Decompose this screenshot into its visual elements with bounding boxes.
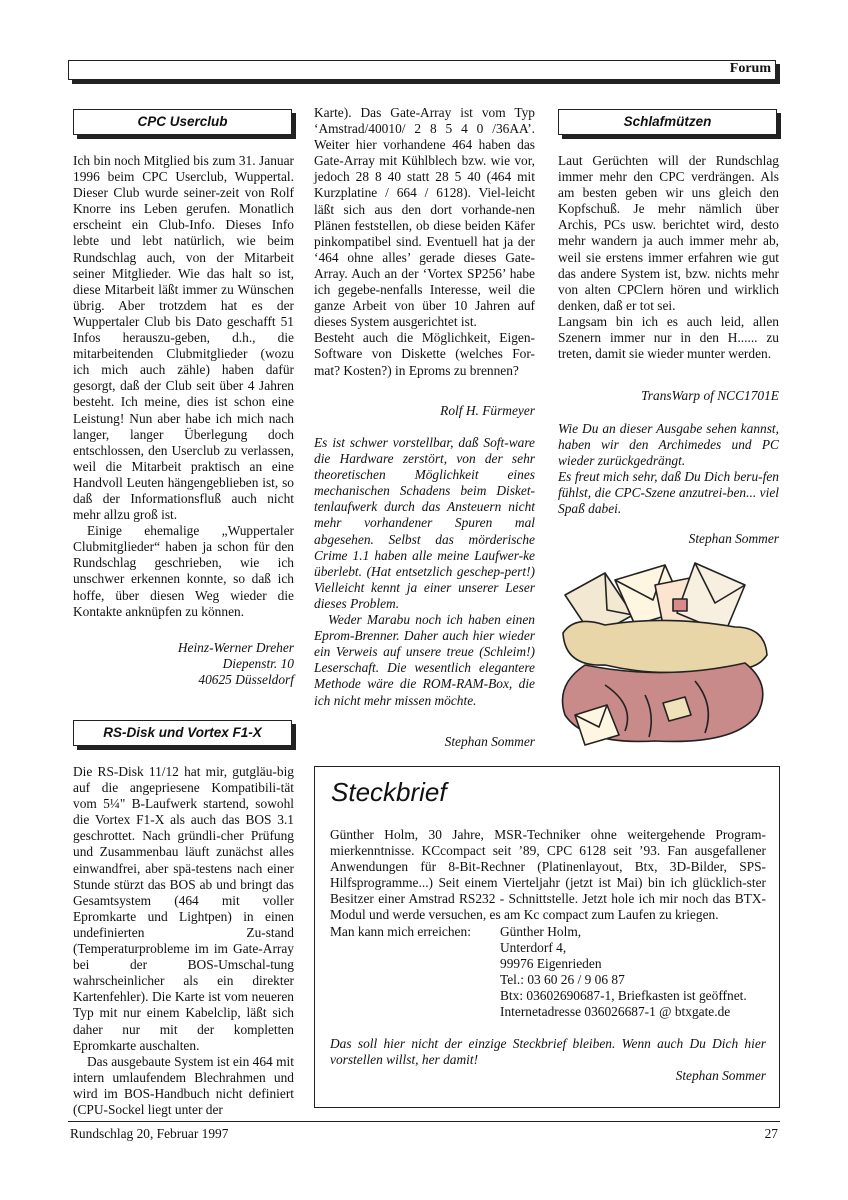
page-number: 27 [764, 1126, 778, 1141]
signature-transwarp: TransWarp of NCC1701E [641, 388, 779, 403]
signature-fuermeyer: Rolf H. Fürmeyer [440, 403, 535, 418]
contact-line: Btx: 03602690687-1, Briefkasten ist geöffnet. [500, 987, 747, 1003]
paragraph: Besteht auch die Möglichkeit, Eigen-Software von Diskette (welches For-mat? Kosten?) in Eproms zu brennen? [314, 330, 535, 378]
contact-lines [500, 924, 747, 1021]
section-title: Forum [729, 61, 771, 76]
paragraph: Das ausgebaute System ist ein 464 mit intern umlaufendem Blechrahmen und wird im BOS-Handbuch nicht definiert (CPU-Sockel liegt unter der [73, 1053, 294, 1117]
article-title-schlafmuetzen: Schlafmützen [558, 109, 777, 135]
mail-sack-icon [545, 555, 785, 755]
paragraph: Günther Holm, 30 Jahre, MSR-Techniker ohne weitergehende Program-mierkenntnisse. KCcompact seit ’89, CPC 6128 seit ’93. Fan ausgefallener Anwendungen für 8-Bit-Rechner (Platinenlayout, Btx, 3D-Bilder, SPS-Hilfsprogramme...) Seit einem Vierteljahr (jetzt ist Mai) bin ich glücklich-ster Besitzer einer Amstrad RS232 - Schnittstelle. Jetzt hole ich mir noch das BTX-Modul und werde versuchen, es am Kc compact zum Laufen zu kriegen. [330, 827, 766, 923]
article-schlafmuetzen [558, 153, 779, 362]
contact-line: Unterdorf 4, [500, 939, 567, 955]
signature-sommer: Stephan Sommer [688, 531, 779, 546]
article-rsdisk [73, 764, 294, 1118]
signature-sommer: Stephan Sommer [444, 734, 535, 749]
editor-reply [314, 435, 535, 709]
paragraph: Karte). Das Gate-Array ist vom Typ ‘Amstrad/40010/ 2 8 5 4 0 /36AA’. Weiter hier vorhandene 464 haben das Gate-Array mit Kühlblech bzw. wie vor, jedoch 28 8 40 statt 28 5 40 (464 mit Kurzplatine / 664 / 6128). Viel-leicht läßt sich aus den dort vorhande-nen Plänen feststellen, ob diese beiden Käfer pinkompatibel sind. Eventuell hat ja der ‘464 ohne alles’ gerade dieses Gate-Array. Auch an der ‘Vortex SP256’ habe ich gegebe-nenfalls Interesse, weil die ganze Arbeit von über 10 Jahren auf dieses System ausgerichtet ist. [314, 105, 535, 330]
paragraph: Es ist schwer vorstellbar, daß Soft-ware die Hardware zerstört, von der sehr theoretischen Möglichkeit eines mechanischen Schadens beim Disket-tenlaufwerk durch das Ansteuern nicht mehr vorhandener Spuren mal abgesehen. Selbst das mörderische Crime 1.1 haben alle meine Laufwer-ke überlebt. (Hat entsetzlich geschep-pert!) Vielleicht kennt ja einer unserer Leser dieses Problem. [314, 435, 535, 611]
contact-line: Internetadresse 036026687-1 @ btxgate.de [500, 1004, 731, 1020]
paragraph: Weder Marabu noch ich haben einen Eprom-Brenner. Daher auch hier wieder ein Verweis auf unsere treue (Schleim!) Leserschaft. Die wesentlich elegantere Methode wäre die ROM-RAM-Box, die ich nicht mehr missen möchte. [314, 612, 535, 708]
signature-name: Heinz-Werner Dreher [177, 640, 294, 655]
steckbrief-box [314, 766, 780, 1108]
steckbrief-body [330, 827, 766, 1084]
contact-label: Man kann mich erreichen: [330, 923, 471, 939]
paragraph: Laut Gerüchten will der Rundschlag immer mehr den CPC verdrängen. Als am besten geben wir uns gleich den Kopfschuß. Je mehr nämlich über Archis, PCs usw. berichtet wird, desto mehr wandern ja auch immer mehr ab, weil sie erstens immer erfahren wie gut das andere System ist, bzw. nichts mehr von alten CPClern hören und wirklich denken, daß er tot sei. [558, 153, 779, 313]
paragraph: Ich bin noch Mitglied bis zum 31. Januar 1996 beim CPC Userclub, Wuppertal. Dieser Club wurde seiner-zeit von Rolf Knorre ins Leben gerufen. Monatlich erscheint ein Club-Info. Dieses Info lebte und lebt natürlich, wie beim Rundschlag auch, von der Mitarbeit seiner Mitglieder. Wie das halt so ist, diese Mitarbeit läßt immer zu Wünschen übrig. Aber trotzdem hat es der Wuppertaler Club bis Dato geschafft 51 Infos herauszu-geben, d.h., die mitarbeitenden Clubmitglieder (wozu ich mich auch zähle) haben dafür gesorgt, daß der Club seit über 4 Jahren besteht. Ich meine, dies ist schon eine Leistung! Nun aber habe ich mich nach langer, langer Überlegung doch entschlossen, den Userclub zu verlassen, weil die Mitarbeit praktisch an eine Handvoll Leuten hängengeblieben ist, so daß der Informationsfluß auch nicht mehr allzu groß ist. [73, 153, 294, 523]
paragraph: Wie Du an dieser Ausgabe sehen kannst, haben wir den Archimedes und PC wieder zurückgedrängt. [558, 421, 779, 469]
article-title-rsdisk: RS-Disk und Vortex F1-X [73, 720, 292, 746]
contact-line: Tel.: 03 60 26 / 9 06 87 [500, 971, 625, 987]
article-rsdisk-continued [314, 105, 535, 379]
paragraph: Die RS-Disk 11/12 hat mir, gutgläu-big auf die angepriesene Kompatibili-tät vom 5¼" B-Laufwerk startend, sowohl die Vortex F1-X als auch das BOS 3.1 geschrottet. Nach gründli-cher Prüfung und Zusammenbau läuft zunächst alles einwandfrei, aber spä-testens nach einer Stunde stürzt das BOS ab und bringt das Gesamtsystem (464 mit voller Epromkarte und Lightpen) in einen undefinierten Zu-stand (Temperaturprobleme im im Gate-Array bei der BOS-Umschal-tung wahrscheinlicher als ein direkter Kartenfehler). Die Karte ist vom neueren Typ mit nur einem Kabelclip, läßt sich daher nur mit der kompletten Epromkarte auschalten. [73, 764, 294, 1053]
paragraph: Einige ehemalige „Wuppertaler Clubmitglieder“ haben ja schon für den Rundschlag geschrieben, wie ich unschwer erkennen konnte, so daß ich hoffe, über diesen Weg wieder die Kontakte anknüpfen zu können. [73, 523, 294, 619]
paragraph: Es freut mich sehr, daß Du Dich beru-fen fühlst, die CPC-Szene anzutrei-ben... viel Spaß dabei. [558, 469, 779, 517]
article-userclub [73, 153, 294, 620]
contact-line: Günther Holm, [500, 923, 582, 939]
contact-block [330, 924, 766, 1021]
signature-street: Diepenstr. 10 [222, 656, 294, 672]
editor-reply [558, 421, 779, 518]
contact-line: 99976 Eigenrieden [500, 955, 602, 971]
signature-dreher [73, 640, 294, 688]
signature-sommer: Stephan Sommer [675, 1068, 766, 1084]
paragraph: Langsam bin ich es auch leid, allen Szenern immer nur in den H...... zu treten, damit sie wieder munter werden. [558, 313, 779, 362]
article-title-userclub: CPC Userclub [73, 109, 292, 135]
closing-note: Das soll hier nicht der einzige Steckbrief bleiben. Wenn auch Du Dich hier vorstellen willst, her damit! [330, 1036, 766, 1068]
section-header [68, 60, 776, 80]
footer-issue: Rundschlag 20, Februar 1997 [70, 1126, 229, 1141]
footer-rule [68, 1121, 780, 1122]
signature-city: 40625 Düsseldorf [198, 672, 294, 688]
steckbrief-title: Steckbrief [331, 777, 447, 807]
